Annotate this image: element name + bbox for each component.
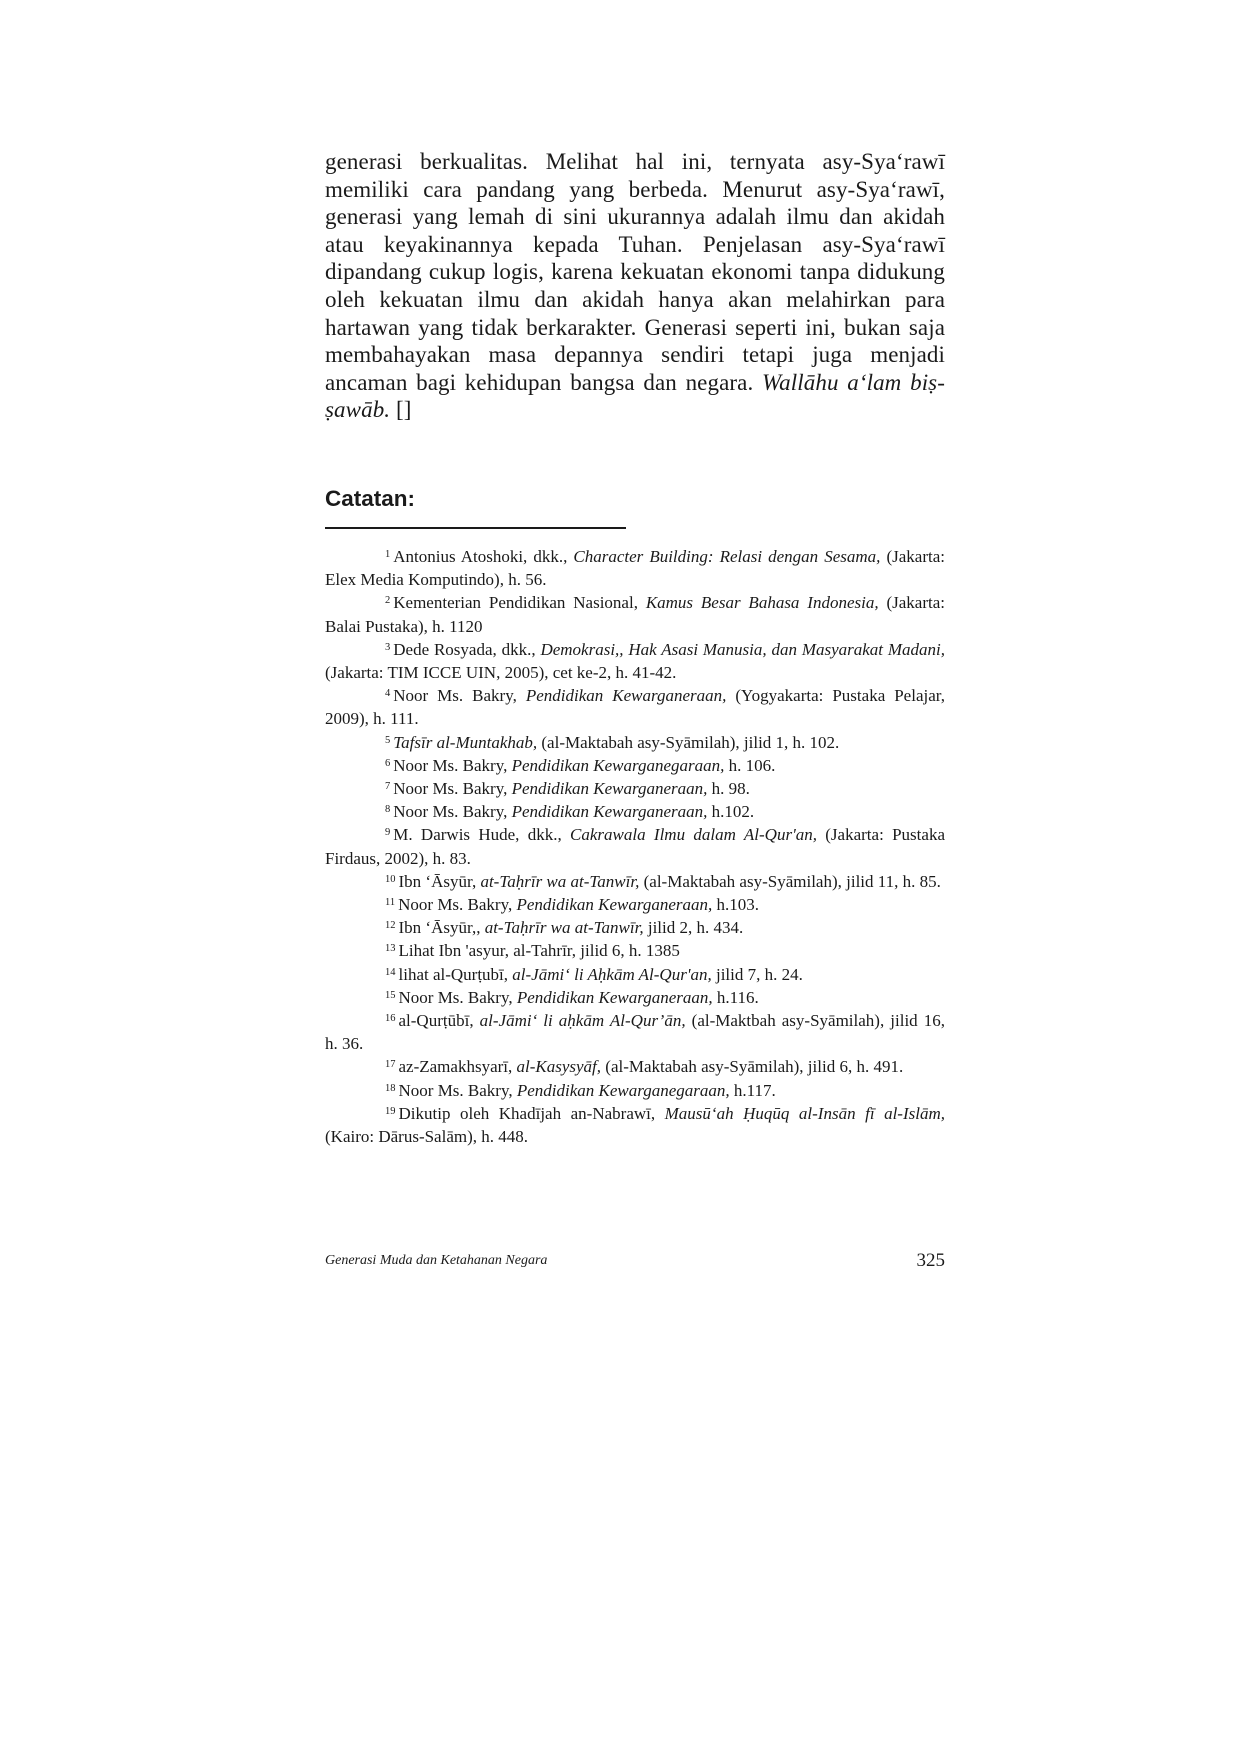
page-number: 325 bbox=[916, 1250, 945, 1271]
footnote-title: Mausū‘ah Ḥuqūq al-Insān fī al-Islām, bbox=[664, 1103, 945, 1123]
footnote-details: h.116. bbox=[712, 987, 759, 1007]
footnote-title: Character Building: Relasi dengan Sesama, bbox=[573, 547, 881, 566]
footnote-details: h.102. bbox=[707, 802, 755, 822]
footnote-title: Pendidikan Kewarganegaraan, bbox=[511, 755, 725, 775]
footnote-details: (Jakarta: Elex Media Komputindo), h. 56. bbox=[325, 547, 945, 590]
footnote-number: 19 bbox=[385, 1105, 396, 1117]
footnote-19 bbox=[325, 1102, 945, 1148]
footnote-number: 18 bbox=[385, 1082, 396, 1094]
footnote-author: Noor Ms. Bakry, bbox=[393, 755, 512, 775]
footnote-details: h.103. bbox=[712, 895, 760, 915]
footnote-title: Pendidikan Kewarganeraan, bbox=[525, 686, 727, 706]
footnote-author: Noor Ms. Bakry, bbox=[393, 686, 526, 706]
footnote-title: Pendidikan Kewarganeraan, bbox=[516, 987, 713, 1007]
footnote-details: (Yogyakarta: Pustaka Pelajar, 2009), h. 111. bbox=[325, 686, 945, 729]
footnote-14 bbox=[325, 963, 945, 986]
footnote-16 bbox=[325, 1009, 945, 1055]
footnote-number: 17 bbox=[385, 1059, 396, 1071]
footnote-title: Demokrasi,, Hak Asasi Manusia, dan Masyarakat Madani, bbox=[540, 639, 946, 659]
footnote-10 bbox=[325, 870, 945, 893]
footnote-details: h.117. bbox=[729, 1080, 776, 1100]
closing-phrase: Wallāhu a‘lam biṣ-ṣawāb. bbox=[325, 369, 945, 423]
footnote-author: Noor Ms. Bakry, bbox=[398, 895, 517, 915]
footnote-number: 10 bbox=[385, 873, 396, 885]
footnote-title: Pendidikan Kewarganeraan, bbox=[511, 802, 708, 822]
footnote-18 bbox=[325, 1079, 945, 1102]
footnote-5 bbox=[325, 731, 945, 754]
footnote-details: (Kairo: Dārus-Salām), h. 448. bbox=[325, 1127, 529, 1147]
footnote-number: 13 bbox=[385, 943, 396, 955]
footnote-details: (al-Maktabah asy-Syāmilah), jilid 6, h. 491. bbox=[601, 1057, 904, 1077]
footnote-number: 8 bbox=[385, 804, 391, 816]
footnote-details: (al-Maktabah asy-Syāmilah), jilid 1, h. 102. bbox=[537, 732, 840, 752]
footnote-4 bbox=[325, 684, 945, 730]
footnotes-list bbox=[325, 545, 945, 1148]
footnote-title: Pendidikan Kewarganegaraan, bbox=[516, 1080, 730, 1100]
footnote-author: Dede Rosyada, dkk., bbox=[393, 639, 541, 659]
footnote-title: Pendidikan Kewarganeraan, bbox=[511, 779, 708, 799]
footnote-number: 5 bbox=[385, 734, 391, 746]
footnote-15 bbox=[325, 986, 945, 1009]
footnote-author: Noor Ms. Bakry, bbox=[393, 779, 512, 799]
footnote-details: h. 98. bbox=[707, 779, 750, 799]
footnote-number: 6 bbox=[385, 757, 391, 769]
footnote-author: Antonius Atoshoki, dkk., bbox=[393, 547, 574, 566]
footnote-2 bbox=[325, 591, 945, 637]
footnote-title: Kamus Besar Bahasa Indonesia, bbox=[645, 593, 879, 613]
footnote-author: Kementerian Pendidikan Nasional, bbox=[393, 593, 646, 613]
footnote-details: (Jakarta: Balai Pustaka), h. 1120 bbox=[325, 593, 945, 636]
footnote-author: Noor Ms. Bakry, bbox=[398, 987, 517, 1007]
footnote-author: Ibn ‘Āsyūr,, bbox=[398, 918, 485, 938]
footnote-title: at-Taḥrīr wa at-Tanwīr, bbox=[480, 871, 640, 891]
footnote-12 bbox=[325, 916, 945, 939]
footnote-number: 11 bbox=[385, 897, 396, 909]
footnote-title: al-Jāmi‘ li aḥkām Al-Qur’ān, bbox=[479, 1011, 686, 1031]
footnote-number: 4 bbox=[385, 688, 391, 700]
footnote-11 bbox=[325, 893, 945, 916]
footnote-details: jilid 2, h. 434. bbox=[643, 918, 744, 938]
body-paragraph bbox=[325, 148, 945, 424]
footnote-title: Tafsīr al-Muntakhab, bbox=[393, 732, 538, 752]
notes-heading: Catatan: bbox=[325, 486, 416, 511]
footnote-6 bbox=[325, 754, 945, 777]
footnote-details: (Jakarta: TIM ICCE UIN, 2005), cet ke-2, h. 41-42. bbox=[325, 663, 677, 683]
footnote-1 bbox=[325, 545, 945, 591]
footnote-number: 1 bbox=[385, 549, 391, 560]
footnote-number: 12 bbox=[385, 920, 396, 932]
footnote-author: Noor Ms. Bakry, bbox=[393, 802, 512, 822]
notes-divider bbox=[325, 527, 626, 529]
footnote-8 bbox=[325, 800, 945, 823]
footnote-13 bbox=[325, 939, 945, 962]
footnote-number: 2 bbox=[385, 595, 391, 607]
footnote-details: h. 106. bbox=[724, 755, 776, 775]
footnote-number: 7 bbox=[385, 781, 391, 793]
footnote-author: lihat al-Qurṭubī, bbox=[398, 964, 513, 984]
footnote-author: Ibn ‘Āsyūr, bbox=[398, 871, 481, 891]
footnote-title: at-Taḥrīr wa at-Tanwīr, bbox=[484, 918, 644, 938]
footnote-3 bbox=[325, 638, 945, 684]
footnote-details: (Jakarta: Pustaka Firdaus, 2002), h. 83. bbox=[325, 825, 945, 868]
footnote-author: az-Zamakhsyarī, bbox=[398, 1057, 517, 1077]
footnote-details: (al-Maktabah asy-Syāmilah), jilid 11, h. 85. bbox=[639, 871, 941, 891]
footnote-author: Lihat Ibn 'asyur, al-Tahrīr, jilid 6, h. 1385 bbox=[398, 941, 680, 961]
footnote-author: al-Qurṭūbī, bbox=[398, 1011, 480, 1031]
footnote-author: Noor Ms. Bakry, bbox=[398, 1080, 517, 1100]
footnote-author: Dikutip oleh Khadījah an-Nabrawī, bbox=[398, 1103, 665, 1123]
running-title: Generasi Muda dan Ketahanan Negara bbox=[325, 1253, 548, 1268]
footnote-title: al-Jāmi‘ li Aḥkām Al-Qur'an, bbox=[512, 964, 712, 984]
footnote-9 bbox=[325, 823, 945, 869]
footnote-details: (al-Maktbah asy-Syāmilah), jilid 16, h. 36. bbox=[325, 1011, 945, 1054]
footnote-17 bbox=[325, 1055, 945, 1078]
footnote-number: 15 bbox=[385, 989, 396, 1001]
footnote-author: M. Darwis Hude, dkk., bbox=[393, 825, 571, 845]
paragraph-text: generasi berkualitas. Melihat hal ini, ternyata asy-Sya‘rawī memiliki cara pandang yang berbeda. Menurut asy-Sya‘rawī, generasi yang lemah di sini ukurannya adalah ilmu dan akidah atau keyakinannya kepada Tuhan. Penjelasan asy-Sya‘rawī dipandang cukup logis, karena kekuatan ekonomi tanpa didukung oleh kekuatan ilmu dan akidah hanya akan melahirkan para hartawan yang tidak berkarakter. Generasi seperti ini, bukan saja membahayakan masa depannya sendiri tetapi juga menjadi ancaman bagi kehidupan bangsa dan negara. bbox=[325, 149, 945, 395]
end-mark: [] bbox=[396, 397, 412, 423]
footnote-title: Pendidikan Kewarganeraan, bbox=[516, 895, 713, 915]
footnote-7 bbox=[325, 777, 945, 800]
footnote-number: 9 bbox=[385, 827, 391, 839]
footnote-title: Cakrawala Ilmu dalam Al-Qur'an, bbox=[570, 825, 817, 845]
footnote-number: 14 bbox=[385, 966, 396, 978]
footnote-number: 16 bbox=[385, 1013, 396, 1025]
footnote-number: 3 bbox=[385, 641, 391, 653]
footnote-title: al-Kasysyāf, bbox=[516, 1057, 602, 1077]
footnote-details: jilid 7, h. 24. bbox=[711, 964, 803, 984]
